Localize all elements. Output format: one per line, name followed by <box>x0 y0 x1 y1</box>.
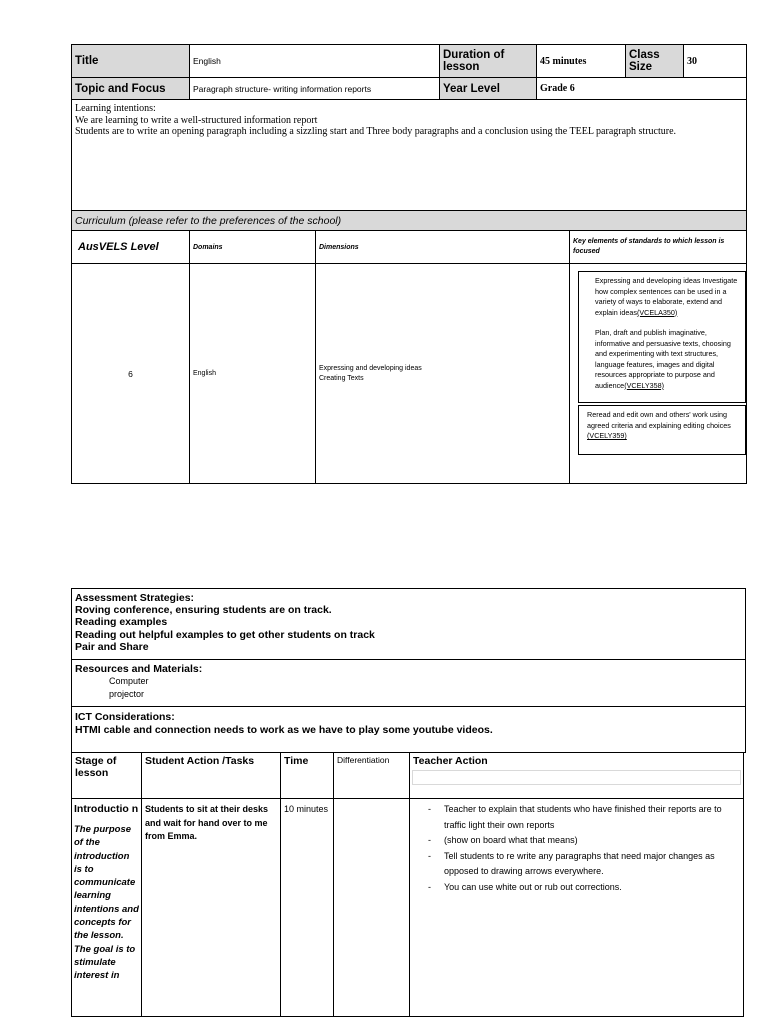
intro-stage-cell <box>72 799 142 1017</box>
ict-considerations <box>72 707 746 753</box>
dimension-1: Expressing and developing ideas <box>319 364 422 372</box>
list-item: - Teacher to explain that students who have finished their reports are to traffic light their own reports <box>412 802 741 833</box>
class-size-label: Class Size <box>626 45 684 78</box>
teacher-action-subfield <box>412 770 741 785</box>
assessment-line-2: Reading examples <box>75 616 168 629</box>
code-vcely359: (VCELY359) <box>587 431 627 440</box>
code-vcely358: (VCELY358) <box>624 380 665 390</box>
resources-materials <box>72 660 746 707</box>
col-time: Time <box>281 753 334 799</box>
level-value: 6 <box>72 264 190 484</box>
code-vcela350: (VCELA350) <box>636 307 678 317</box>
assessment-line-1: Roving conference, ensuring students are on track. <box>75 604 332 617</box>
list-item: - You can use white out or rub out corrections. <box>412 880 741 896</box>
dimensions-value <box>316 264 570 484</box>
list-item: - (show on board what that means) <box>412 833 741 849</box>
ict-heading: ICT Considerations: <box>75 711 175 723</box>
teacher-action-list <box>412 802 741 895</box>
assessment-heading: Assessment Strategies: <box>75 592 195 604</box>
key-elements-box-2: Reread and edit own and others' work using agreed criteria and explaining editing choices (VCELY359) <box>578 405 746 455</box>
resource-item-1: Computer <box>109 676 149 686</box>
lesson-stages-table <box>71 752 744 1017</box>
intentions-line1: We are learning to write a well-structured information report <box>75 114 318 126</box>
assessment-line-3: Reading out helpful examples to get other students on track <box>75 628 375 641</box>
ict-text: HTMI cable and connection needs to work as we have to play some youtube videos. <box>75 723 493 736</box>
curriculum-heading: Curriculum (please refer to the preferences of the school) <box>72 211 747 231</box>
key-elements-box-1 <box>578 271 746 403</box>
intro-teacher-action <box>410 799 744 1017</box>
key-elements-para-1: Expressing and developing ideas Investigate how complex sentences can be used in a variety of ways to elaborate, extend and explain ideas(VCELA350) <box>595 276 738 317</box>
assessment-strategies <box>72 589 746 660</box>
intro-description: The purpose of the introduction is to communicate learning intentions and concepts for the lesson. The goal is to stimulate interest in <box>74 824 139 982</box>
intentions-line2: Students are to write an opening paragraph including a sizzling start and Three body paragraphs and a conclusion using the TEEL paragraph structure. <box>75 126 677 137</box>
assessment-table <box>71 588 746 753</box>
list-item: - Tell students to re write any paragraphs that need major changes as opposed to drawing arrows everywhere. <box>412 849 741 880</box>
resources-heading: Resources and Materials: <box>75 663 203 675</box>
dimension-2: Creating Texts <box>319 374 364 382</box>
intro-differentiation <box>334 799 410 1017</box>
year-label: Year Level <box>440 78 537 100</box>
domain-value: English <box>190 264 316 484</box>
col-teacher-action: Teacher Action <box>410 753 744 799</box>
intro-time: 10 minutes <box>281 799 334 1017</box>
title-value: English <box>190 45 440 78</box>
class-size-value: 30 <box>684 45 747 78</box>
assessment-line-4: Pair and Share <box>75 640 149 653</box>
col-student-action: Student Action /Tasks <box>142 753 281 799</box>
lesson-info-table <box>71 44 747 211</box>
key-elements-para-2: Plan, draft and publish imaginative, informative and persuasive texts, choosing and experimenting with text structures, language features, images and digital resources appropriate to purpose and audience(VCELY358) <box>595 328 731 390</box>
col-key-elements: Key elements of standards to which lesson is focused <box>570 231 747 264</box>
duration-label: Duration of lesson <box>440 45 537 78</box>
topic-label: Topic and Focus <box>72 78 190 100</box>
resource-item-2: projector <box>109 688 145 699</box>
intentions-heading: Learning intentions: <box>75 103 156 114</box>
intro-label: Introductio n <box>74 803 139 815</box>
topic-value: Paragraph structure- writing information reports <box>190 78 440 100</box>
col-ausvels-level: AusVELS Level <box>72 231 190 264</box>
duration-value: 45 minutes <box>537 45 626 78</box>
col-dimensions: Dimensions <box>316 231 570 264</box>
year-value: Grade 6 <box>537 78 747 100</box>
learning-intentions <box>72 100 747 211</box>
col-domains: Domains <box>190 231 316 264</box>
intro-student-action: Students to sit at their desks and wait for hand over to me from Emma. <box>142 799 281 1017</box>
col-stage: Stage of lesson <box>72 753 142 799</box>
title-label: Title <box>72 45 190 78</box>
col-differentiation: Differentiation <box>334 753 410 799</box>
